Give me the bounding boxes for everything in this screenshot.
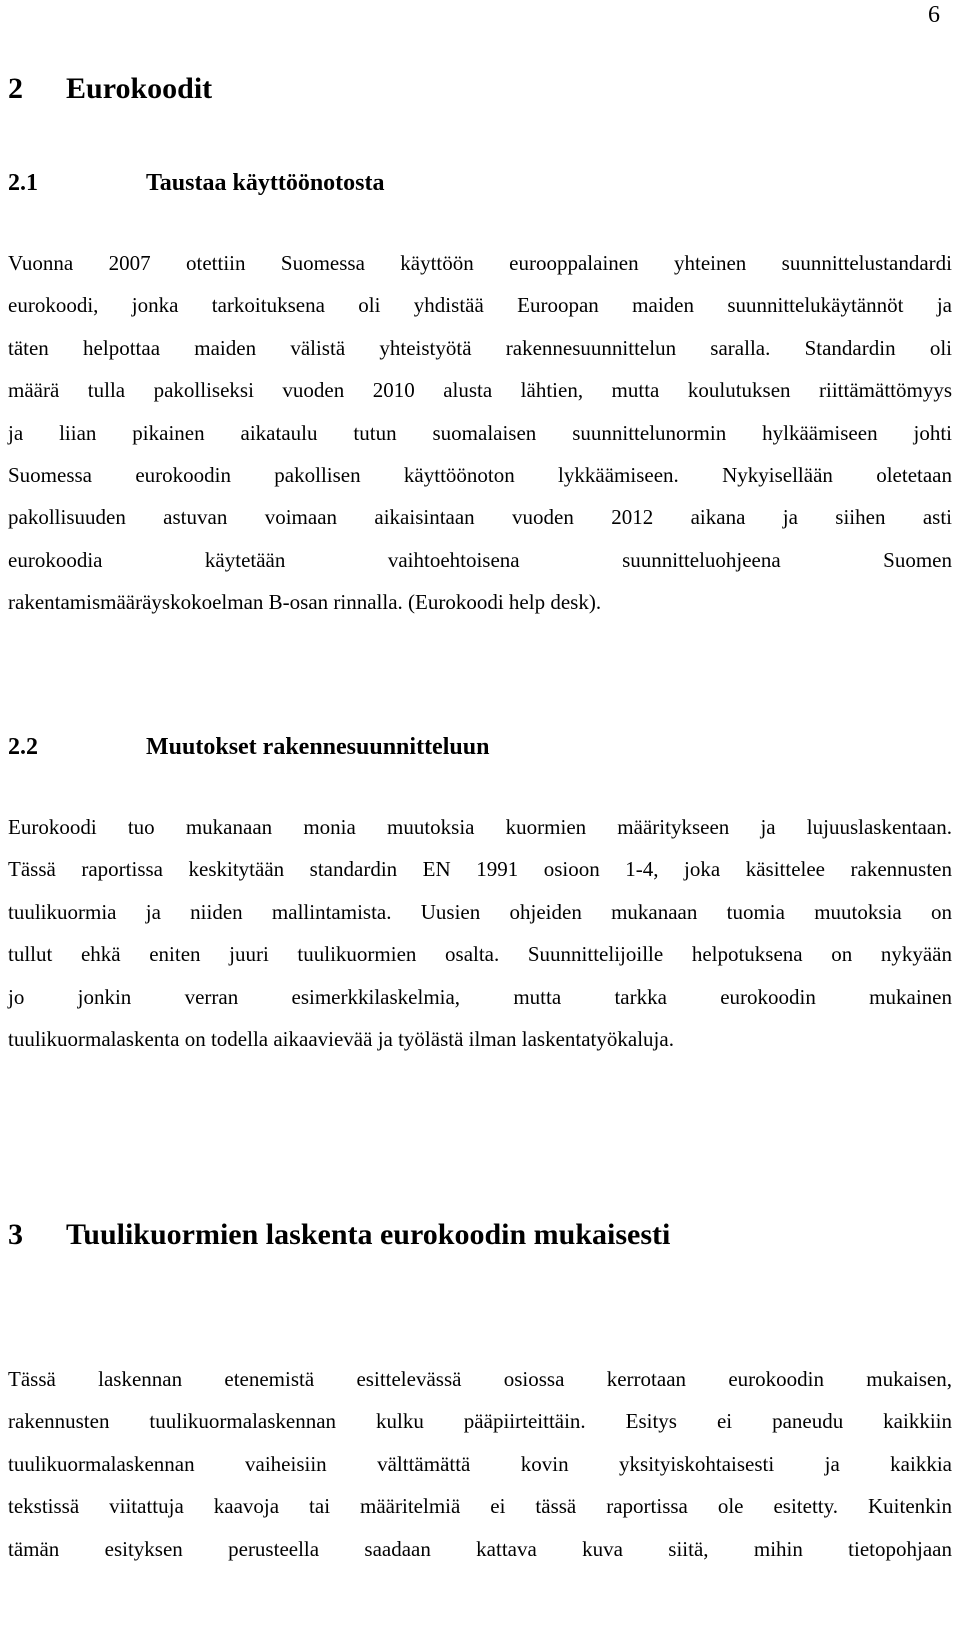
paragraph-line: Suomessa eurokoodin pakollisen käyttöönoton lykkäämiseen. Nykyisellään oletetaan bbox=[8, 463, 952, 488]
paragraph-line: ja liian pikainen aikataulu tutun suomalaisen suunnittelunormin hylkäämiseen johti bbox=[8, 420, 952, 445]
section-heading-2-2 bbox=[8, 734, 489, 761]
section-title: Taustaa käyttöönotosta bbox=[146, 170, 385, 196]
paragraph-line: tullut ehkä eniten juuri tuulikuormien osalta. Suunnittelijoille helpotuksena on nykyään bbox=[8, 942, 952, 967]
chapter-heading-3 bbox=[8, 1218, 670, 1252]
paragraph-line: Eurokoodi tuo mukanaan monia muutoksia kuormien määritykseen ja lujuuslaskentaan. bbox=[8, 815, 952, 839]
paragraph-line: tuulikuormalaskenta on todella aikaavievää ja työlästä ilman laskentatyökaluja. bbox=[8, 1027, 674, 1052]
page-number: 6 bbox=[928, 2, 940, 28]
paragraph-2-1 bbox=[8, 242, 952, 624]
paragraph-line: tekstissä viitattuja kaavoja tai määritelmiä ei tässä raportissa ole esitetty. Kuitenkin bbox=[8, 1494, 952, 1519]
paragraph-line: Tässä laskennan etenemistä esittelevässä osiossa kerrotaan eurokoodin mukaisen, bbox=[8, 1367, 952, 1391]
paragraph-line: täten helpottaa maiden välistä yhteistyötä rakennesuunnittelun saralla. Standardin oli bbox=[8, 335, 952, 360]
chapter-title: Eurokoodit bbox=[66, 72, 213, 105]
paragraph-line: Tässä raportissa keskitytään standardin EN 1991 osioon 1-4, joka käsittelee rakennusten bbox=[8, 857, 952, 882]
section-number: 2.2 bbox=[8, 734, 38, 760]
paragraph-line: tuulikuormalaskennan vaiheisiin välttämättä kovin yksityiskohtaisesti ja kaikkia bbox=[8, 1451, 952, 1476]
paragraph-3 bbox=[8, 1358, 952, 1570]
chapter-number: 3 bbox=[8, 1218, 23, 1251]
paragraph-line: Vuonna 2007 otettiin Suomessa käyttöön eurooppalainen yhteinen suunnittelustandardi bbox=[8, 251, 952, 275]
paragraph-line: rakentamismääräyskokoelman B-osan rinnalla. (Eurokoodi help desk). bbox=[8, 590, 602, 615]
paragraph-line: määrä tulla pakolliseksi vuoden 2010 alusta lähtien, mutta koulutuksen riittämättömyys bbox=[8, 378, 952, 403]
paragraph-line: tuulikuormia ja niiden mallintamista. Uusien ohjeiden mukanaan tuomia muutoksia on bbox=[8, 899, 952, 924]
chapter-heading-2 bbox=[8, 72, 212, 106]
paragraph-line: jo jonkin verran esimerkkilaskelmia, mutta tarkka eurokoodin mukainen bbox=[8, 984, 952, 1009]
paragraph-2-2 bbox=[8, 806, 952, 1060]
section-number: 2.1 bbox=[8, 170, 38, 196]
section-heading-2-1 bbox=[8, 170, 385, 197]
paragraph-line: pakollisuuden astuvan voimaan aikaisintaan vuoden 2012 aikana ja siihen asti bbox=[8, 505, 952, 530]
section-title: Muutokset rakennesuunnitteluun bbox=[146, 734, 490, 760]
paragraph-line: eurokoodia käytetään vaihtoehtoisena suunnitteluohjeena Suomen bbox=[8, 547, 952, 572]
paragraph-line: rakennusten tuulikuormalaskennan kulku pääpiirteittäin. Esitys ei paneudu kaikkiin bbox=[8, 1409, 952, 1434]
paragraph-line: eurokoodi, jonka tarkoituksena oli yhdistää Euroopan maiden suunnittelukäytännöt ja bbox=[8, 293, 952, 318]
chapter-title: Tuulikuormien laskenta eurokoodin mukaisesti bbox=[66, 1218, 671, 1251]
paragraph-line: tämän esityksen perusteella saadaan kattava kuva siitä, mihin tietopohjaan bbox=[8, 1536, 952, 1561]
chapter-number: 2 bbox=[8, 72, 23, 105]
